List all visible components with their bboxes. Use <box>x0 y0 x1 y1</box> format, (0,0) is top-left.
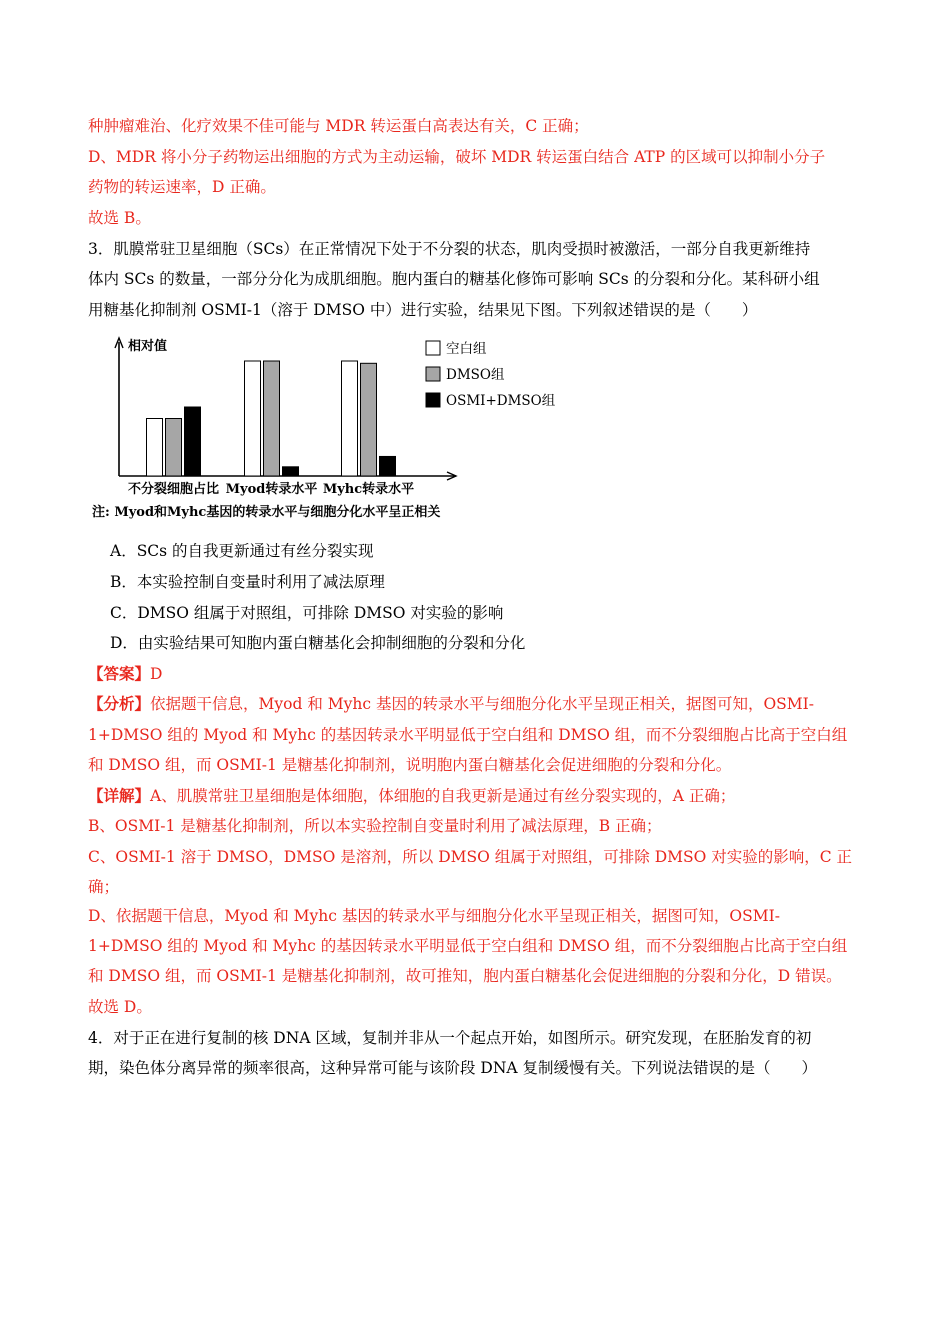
question-3-stem: 体内 SCs 的数量，一部分分化为成肌细胞。胞内蛋白的糖基化修饰可影响 SCs 的分裂和分化。某科研小组 <box>88 270 820 288</box>
chart-bars <box>147 361 396 476</box>
detail-line: C、OSMI-1 溶于 DMSO，DMSO 是溶剂，所以 DMSO 组属于对照组，可排除 DMSO 对实验的影响，C 正 <box>88 848 853 866</box>
analysis-line: 和 DMSO 组，而 OSMI-1 是糖基化抑制剂，说明胞内蛋白糖基化会促进细胞的分裂和分化。 <box>88 756 732 774</box>
bar <box>380 456 396 476</box>
bar <box>166 419 182 477</box>
legend-label: OSMI+DMSO组 <box>446 393 556 409</box>
bar <box>283 467 299 476</box>
option-d: D．由实验结果可知胞内蛋白糖基化会抑制细胞的分裂和分化 <box>110 634 526 652</box>
chart-legend <box>426 341 556 409</box>
chart-category-labels <box>128 481 414 497</box>
bar <box>361 363 377 476</box>
legend-swatch <box>426 367 440 381</box>
legend-label: DMSO组 <box>446 367 505 383</box>
bar <box>147 419 163 477</box>
legend-label: 空白组 <box>446 341 487 357</box>
bar <box>342 361 358 476</box>
answer-tag: 【答案】 <box>88 664 151 683</box>
legend-swatch <box>426 393 440 407</box>
option-c: C．DMSO 组属于对照组，可排除 DMSO 对实验的影响 <box>110 604 504 622</box>
detail-line: 故选 D。 <box>88 998 152 1016</box>
question-4-stem: 期，染色体分离异常的频率很高，这种异常可能与该阶段 DNA 复制缓慢有关。下列说法错误的是（ ） <box>88 1059 818 1077</box>
detail-line: 1+DMSO 组的 Myod 和 Myhc 的基因转录水平明显低于空白组和 DMSO 组，而不分裂细胞占比高于空白组 <box>88 937 848 955</box>
detail-text: A、肌膜常驻卫星细胞是体细胞，体细胞的自我更新是通过有丝分裂实现的，A 正确； <box>150 787 736 805</box>
detail-tag: 【详解】 <box>88 786 151 805</box>
answer-line <box>88 664 162 684</box>
analysis-line: 1+DMSO 组的 Myod 和 Myhc 的基因转录水平明显低于空白组和 DMSO 组，而不分裂细胞占比高于空白组 <box>88 726 848 744</box>
analysis-line <box>88 694 814 714</box>
option-a: A．SCs 的自我更新通过有丝分裂实现 <box>110 542 374 560</box>
analysis-text: 依据题干信息，Myod 和 Myhc 基因的转录水平与细胞分化水平呈现正相关，据图可知，OSMI- <box>150 695 815 713</box>
bar-chart <box>92 332 562 524</box>
bar <box>185 407 201 476</box>
detail-line: D、依据题干信息，Myod 和 Myhc 基因的转录水平与细胞分化水平呈现正相关，据图可知，OSMI- <box>88 907 780 925</box>
option-b: B．本实验控制自变量时利用了减法原理 <box>110 573 385 591</box>
text-line: 药物的转运速率，D 正确。 <box>88 178 276 196</box>
detail-line <box>88 786 735 806</box>
question-4-stem: 4．对于正在进行复制的核 DNA 区域，复制并非从一个起点开始，如图所示。研究发现，在胚胎发育的初 <box>88 1029 812 1047</box>
analysis-tag: 【分析】 <box>88 694 151 713</box>
text-line: 故选 B。 <box>88 209 151 227</box>
question-3-stem: 用糖基化抑制剂 OSMI-1（溶于 DMSO 中）进行实验，结果见下图。下列叙述错误的是（ ） <box>88 301 758 319</box>
bar <box>245 361 261 476</box>
text-line: D、MDR 将小分子药物运出细胞的方式为主动运输，破坏 MDR 转运蛋白结合 ATP 的区域可以抑制小分子 <box>88 148 826 166</box>
answer-value: D <box>150 665 163 683</box>
bar <box>264 361 280 476</box>
text-line: 种肿瘤难治、化疗效果不佳可能与 MDR 转运蛋白高表达有关，C 正确； <box>88 117 589 135</box>
legend-swatch <box>426 341 440 355</box>
y-axis-label: 相对值 <box>128 339 168 354</box>
x-tick-label: Myod转录水平 <box>225 482 318 497</box>
chart-note: 注: Myod和Myhc基因的转录水平与细胞分化水平呈正相关 <box>92 505 441 520</box>
detail-line: B、OSMI-1 是糖基化抑制剂，所以本实验控制自变量时利用了减法原理，B 正确； <box>88 817 662 835</box>
detail-line: 确； <box>88 878 120 896</box>
question-3-stem: 3．肌膜常驻卫星细胞（SCs）在正常情况下处于不分裂的状态，肌肉受损时被激活，一部分自我更新维持 <box>88 240 811 258</box>
detail-line: 和 DMSO 组，而 OSMI-1 是糖基化抑制剂，故可推知，胞内蛋白糖基化会促进细胞的分裂和分化，D 错误。 <box>88 967 842 985</box>
x-tick-label: Myhc转录水平 <box>322 482 415 497</box>
x-tick-label: 不分裂细胞占比 <box>127 482 220 497</box>
